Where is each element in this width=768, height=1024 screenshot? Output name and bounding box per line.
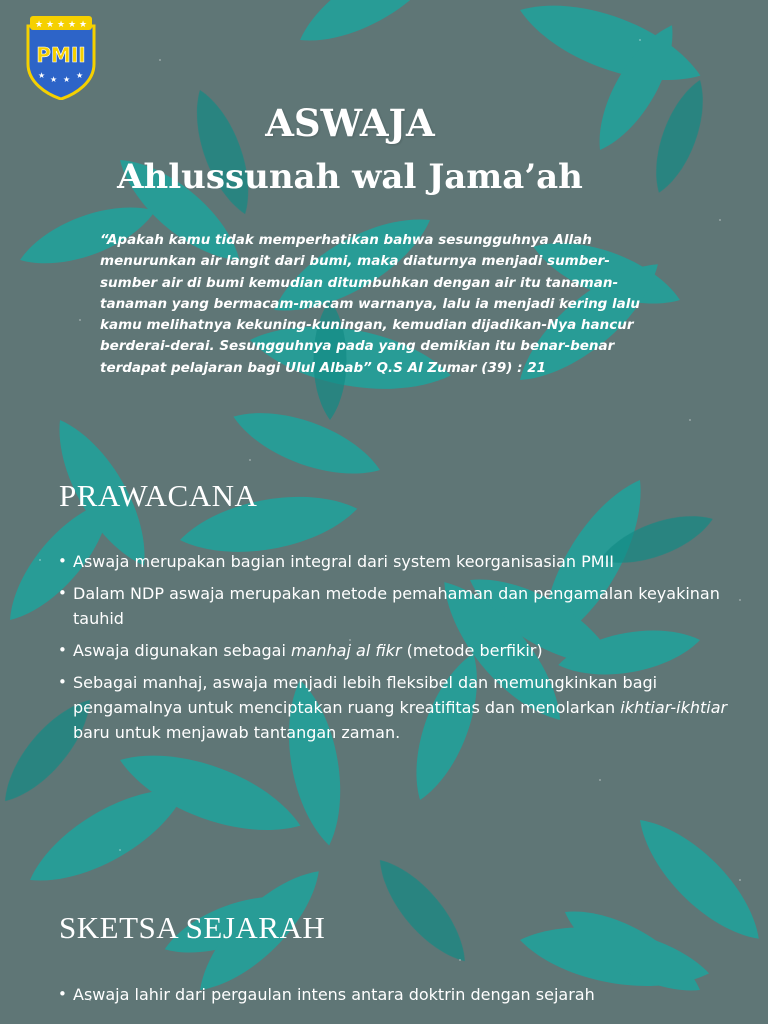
bullet-text: Aswaja digunakan sebagai: [73, 641, 291, 660]
prawacana-bullet-list: [58, 549, 738, 752]
bullet-text: baru untuk menjawab tantangan zaman.: [73, 723, 401, 742]
bullet-text: Sebagai manhaj, aswaja menjadi lebih fleksibel dan memungkinkan bagi pengamalnya untuk menciptakan ruang kreatifitas dan menolarkan: [73, 673, 658, 717]
sketsa-bullet-list: [58, 982, 738, 1014]
svg-text:★: ★: [79, 20, 88, 30]
bullet-emphasis: ikhtiar-ikhtiar: [620, 698, 728, 717]
list-item: [58, 670, 738, 745]
svg-text:★: ★: [35, 20, 44, 30]
list-item: [58, 581, 738, 631]
page-title: ASWAJA: [265, 101, 435, 145]
svg-text:★: ★: [68, 20, 77, 30]
svg-text:★: ★: [57, 20, 66, 30]
section-heading-sketsa-sejarah: SKETSA SEJARAH: [59, 910, 326, 945]
list-item: [58, 982, 738, 1007]
list-item: [58, 549, 738, 574]
bullet-emphasis: manhaj al fikr: [291, 641, 402, 660]
list-item: [58, 638, 738, 663]
svg-text:★: ★: [38, 71, 46, 80]
bullet-text: (metode berfikir): [401, 641, 543, 660]
bullet-text: Aswaja merupakan bagian integral dari system keorganisasian PMII: [73, 552, 615, 571]
svg-text:★: ★: [63, 75, 71, 84]
bullet-text: Aswaja lahir dari pergaulan intens antara doktrin dengan sejarah: [73, 985, 595, 1004]
quran-quote: “Apakah kamu tidak memperhatikan bahwa sesungguhnya Allah menurunkan air langit dari bumi, maka diaturnya menjadi sumber-sumber air di bumi kemudian ditumbuhkan dengan air itu tanaman-tanaman yang bermacam-macam warnanya, lalu ia menjadi kering lalu kamu melihatnya kekuning-kuningan, kemudian dijadikan-Nya hancur berderai-derai. Sesungguhnya pada yang demikian itu benar-benar terdapat pelajaran bagi Ulul Albab” Q.S Al Zumar (39) : 21: [100, 232, 641, 376]
svg-text:★: ★: [46, 20, 55, 30]
svg-text:★: ★: [50, 75, 58, 84]
logo-text: PMII: [36, 43, 86, 67]
section-heading-prawacana: PRAWACANA: [59, 478, 258, 513]
page-subtitle: Ahlussunah wal Jama’ah: [117, 157, 583, 197]
pmii-logo: [26, 12, 96, 100]
svg-text:★: ★: [76, 71, 84, 80]
bullet-text: Dalam NDP aswaja merupakan metode pemahaman dan pengamalan keyakinan tauhid: [73, 584, 720, 628]
